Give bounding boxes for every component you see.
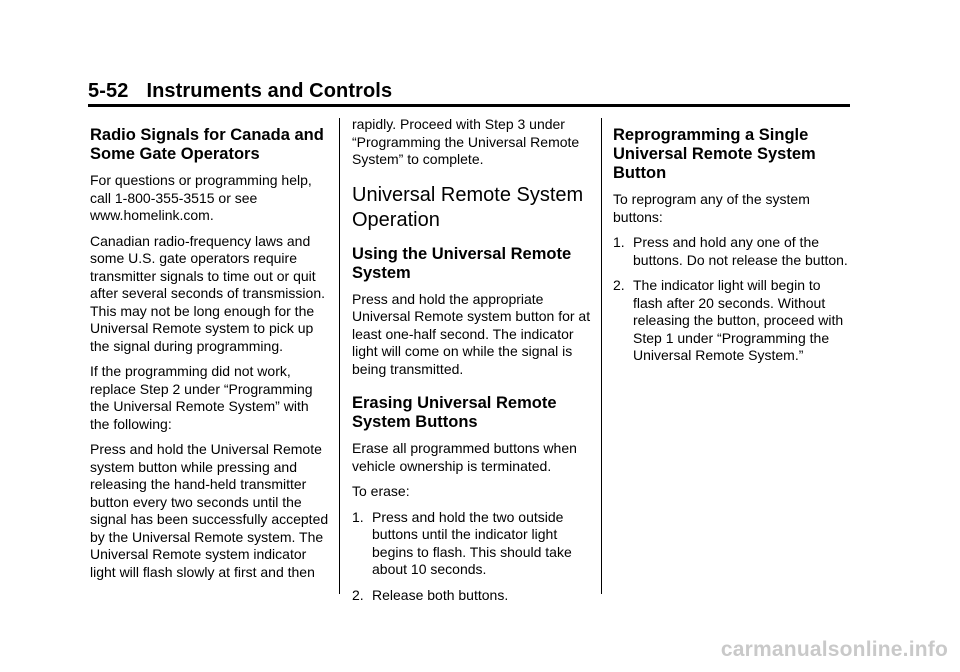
heading-reprogramming: Reprogramming a Single Universal Remote System Button (613, 126, 816, 182)
step-number: 1. (352, 508, 364, 525)
paragraph: Press and hold the appropriate Universal Remote system button for at least one-half second. The indicator light will come on while the signal is being transmitted. (352, 290, 591, 377)
list-item (352, 509, 592, 579)
section-title: Instruments and Controls (146, 80, 393, 102)
paragraph: To reprogram any of the system buttons: (613, 191, 810, 225)
list-item (613, 277, 853, 365)
paragraph: If the programming did not work, replace Step 2 under “Programming the Universal Remote System” with the following: (90, 363, 313, 432)
step-number: 2. (352, 586, 364, 603)
page-header (88, 80, 392, 103)
step-text: Press and hold the two outside buttons until the indicator light begins to flash. This should take about 10 seconds. (372, 508, 572, 577)
column-1 (90, 126, 330, 589)
column-divider (339, 118, 340, 594)
step-text: The indicator light will begin to flash after 20 seconds. Without releasing the button, proceed with Step 1 under “Programming the Universal Remote System.” (633, 277, 844, 363)
watermark: carmanualsonline.info (720, 638, 948, 661)
erase-steps-list (352, 509, 592, 605)
heading-radio-signals: Radio Signals for Canada and Some Gate Operators (90, 126, 324, 163)
column-divider (601, 118, 602, 594)
list-item (613, 234, 853, 269)
step-text: Release both buttons. (372, 586, 509, 603)
step-text: Press and hold any one of the buttons. Do not release the button. (633, 234, 848, 268)
paragraph: For questions or programming help, call 1-800-355-3515 or see www.homelink.com. (90, 172, 312, 223)
paragraph: Canadian radio-frequency laws and some U.S. gate operators require transmitter signals to time out or quit after several seconds of transmission. This may not be long enough for the Universal Remote system to pick up the signal during programming. (90, 232, 325, 354)
heading-erasing-buttons: Erasing Universal Remote System Buttons (352, 394, 557, 431)
column-2 (352, 116, 592, 612)
page-number: 5-52 (88, 80, 129, 102)
list-item (352, 587, 592, 605)
paragraph: Press and hold the Universal Remote system button while pressing and releasing the hand-held transmitter button every two seconds until the signal has been successfully accepted by the Universal Remote system. The Universal Remote system indicator light will flash slowly at first and then (90, 441, 329, 580)
paragraph: To erase: (352, 483, 410, 499)
paragraph-continued: rapidly. Proceed with Step 3 under “Programming the Universal Remote System” to complete. (352, 116, 580, 167)
step-number: 2. (613, 277, 625, 293)
paragraph: Erase all programmed buttons when vehicle ownership is terminated. (352, 440, 577, 474)
step-number: 1. (613, 234, 625, 250)
section-heading: Universal Remote System Operation (352, 183, 584, 231)
header-rule (88, 104, 850, 107)
heading-using-remote: Using the Universal Remote System (352, 244, 572, 282)
column-3 (613, 126, 853, 373)
reprogram-steps-list (613, 234, 853, 365)
